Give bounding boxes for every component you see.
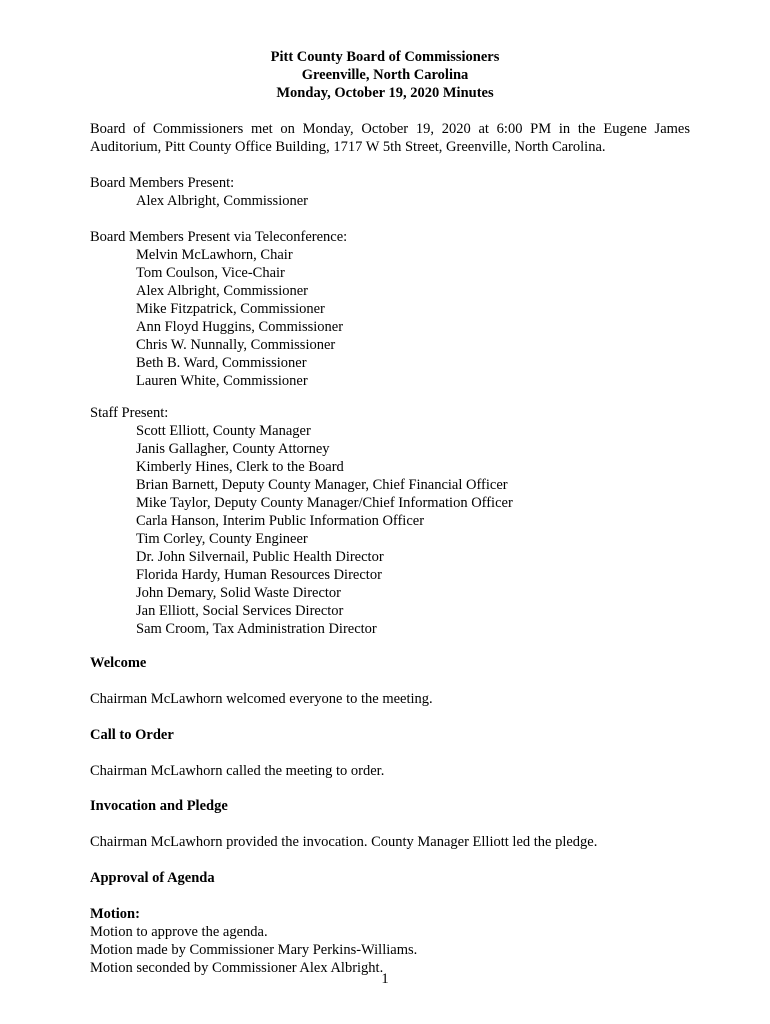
- motion-heading: Motion:: [90, 906, 140, 922]
- teleconference-member: Chris W. Nunnally, Commissioner: [136, 337, 336, 353]
- motion-seconded-by: Motion seconded by Commissioner Alex Albright.: [90, 960, 384, 976]
- motion-section: [90, 905, 690, 977]
- teleconference-member: Tom Coulson, Vice-Chair: [136, 265, 285, 281]
- call-to-order-text: Chairman McLawhorn called the meeting to order.: [90, 763, 385, 779]
- staff-section: [90, 404, 690, 638]
- motion-text: Motion to approve the agenda.: [90, 924, 268, 940]
- staff-member: Brian Barnett, Deputy County Manager, Chief Financial Officer: [136, 477, 508, 493]
- staff-member: Scott Elliott, County Manager: [136, 423, 311, 439]
- staff-member: Tim Corley, County Engineer: [136, 531, 308, 547]
- teleconference-member: Beth B. Ward, Commissioner: [136, 355, 307, 371]
- header-title: Pitt County Board of Commissioners: [270, 49, 500, 65]
- document-header: [0, 48, 770, 102]
- invocation-heading: Invocation and Pledge: [90, 798, 228, 814]
- welcome-heading: Welcome: [90, 655, 147, 671]
- call-to-order-heading: Call to Order: [90, 727, 174, 743]
- staff-member: Kimberly Hines, Clerk to the Board: [136, 459, 344, 475]
- teleconference-member: Ann Floyd Huggins, Commissioner: [136, 319, 344, 335]
- agenda-heading: Approval of Agenda: [90, 870, 215, 886]
- header-date: Monday, October 19, 2020 Minutes: [276, 85, 494, 101]
- staff-member: Dr. John Silvernail, Public Health Director: [136, 549, 384, 565]
- teleconference-label: Board Members Present via Teleconference:: [90, 229, 348, 245]
- staff-member: Carla Hanson, Interim Public Information Officer: [136, 513, 425, 529]
- intro-paragraph: Board of Commissioners met on Monday, October 19, 2020 at 6:00 PM in the Eugene James Auditorium, Pitt County Office Building, 1717 W 5th Street, Greenville, North Carolina.: [90, 121, 690, 155]
- staff-member: Florida Hardy, Human Resources Director: [136, 567, 382, 583]
- invocation-text: Chairman McLawhorn provided the invocation. County Manager Elliott led the pledge.: [90, 834, 598, 850]
- staff-member: Sam Croom, Tax Administration Director: [136, 621, 377, 637]
- welcome-text: Chairman McLawhorn welcomed everyone to the meeting.: [90, 691, 433, 707]
- page-number: 1: [381, 971, 389, 987]
- staff-label: Staff Present:: [90, 405, 169, 421]
- teleconference-member: Melvin McLawhorn, Chair: [136, 247, 293, 263]
- header-location: Greenville, North Carolina: [301, 67, 469, 83]
- members-present-label: Board Members Present:: [90, 175, 235, 191]
- member-present: Alex Albright, Commissioner: [136, 193, 308, 209]
- staff-member: John Demary, Solid Waste Director: [136, 585, 342, 601]
- motion-made-by: Motion made by Commissioner Mary Perkins-Williams.: [90, 942, 418, 958]
- staff-member: Janis Gallagher, County Attorney: [136, 441, 330, 457]
- staff-member: Jan Elliott, Social Services Director: [136, 603, 344, 619]
- teleconference-member: Lauren White, Commissioner: [136, 373, 308, 389]
- teleconference-member: Alex Albright, Commissioner: [136, 283, 308, 299]
- staff-member: Mike Taylor, Deputy County Manager/Chief Information Officer: [136, 495, 513, 511]
- members-present-section: [90, 174, 690, 210]
- teleconference-member: Mike Fitzpatrick, Commissioner: [136, 301, 325, 317]
- teleconference-section: [90, 228, 690, 390]
